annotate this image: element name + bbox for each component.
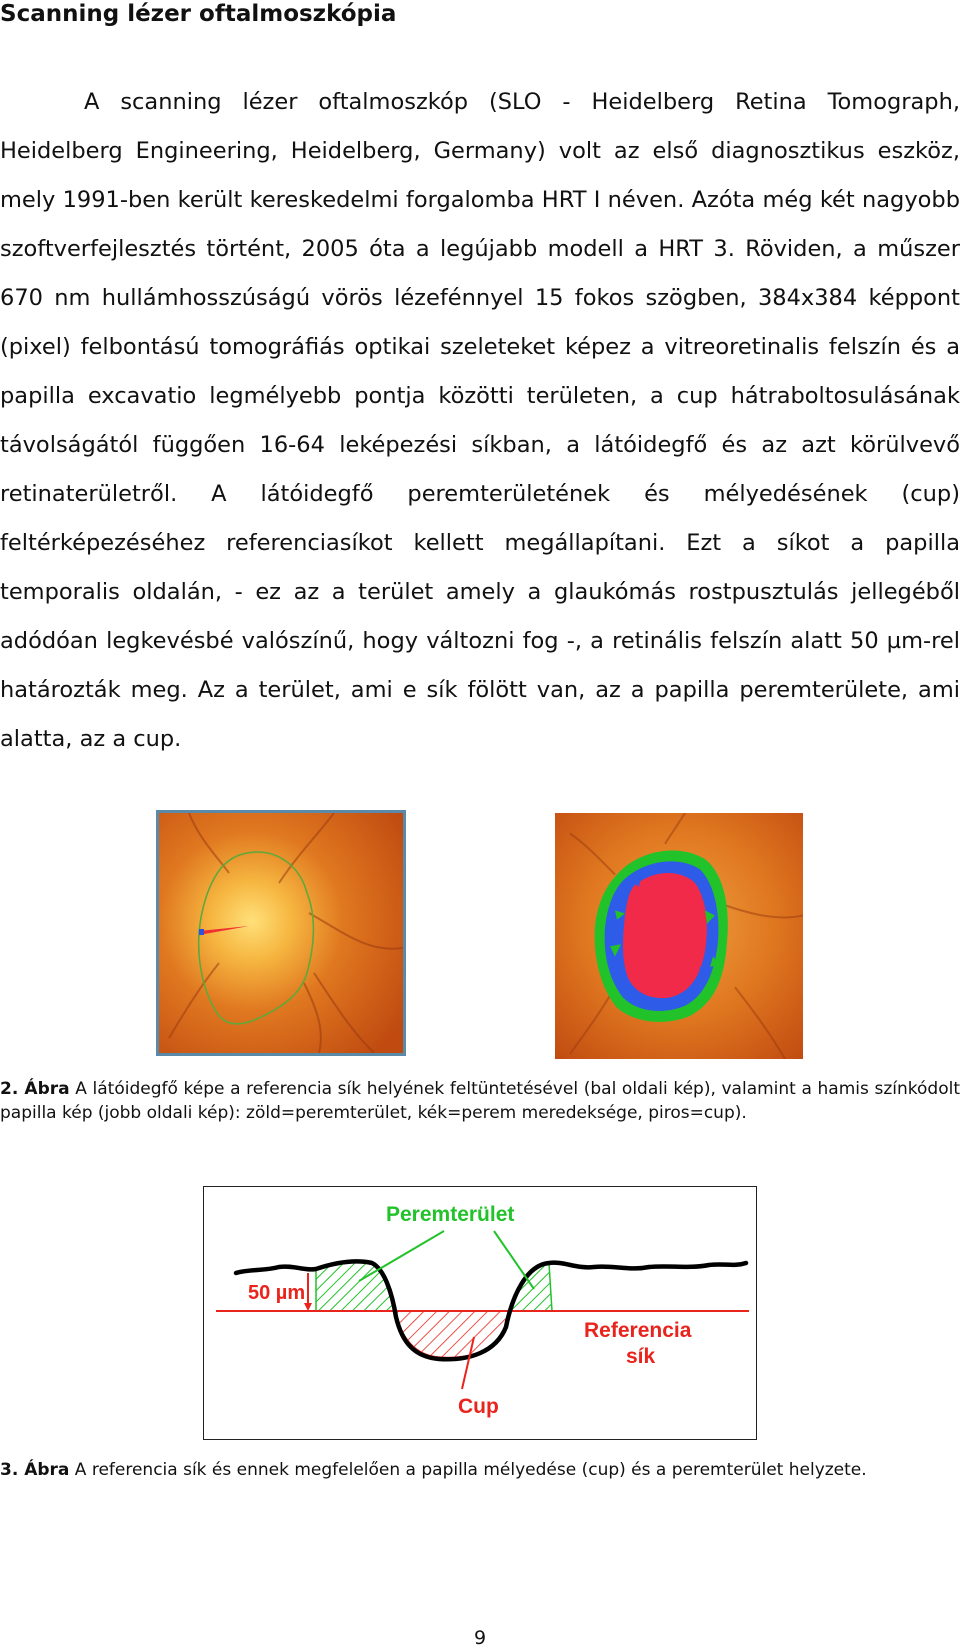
figure-3-caption bbox=[0, 1458, 960, 1482]
figure-2-caption bbox=[0, 1077, 960, 1125]
depth-label: 50 µm bbox=[248, 1282, 306, 1304]
page-number: 9 bbox=[473, 1627, 487, 1649]
fundus-image-left bbox=[156, 810, 406, 1056]
rim-label: Peremterület bbox=[386, 1203, 515, 1226]
rim-hatch-left bbox=[316, 1261, 394, 1311]
cup-label: Cup bbox=[458, 1395, 499, 1418]
reference-label-2: sík bbox=[626, 1345, 656, 1368]
rim-pointer-left bbox=[359, 1231, 444, 1281]
figure-3-caption-text: A referencia sík és ennek megfelelően a papilla mélyedése (cup) és a peremterület helyzete. bbox=[74, 1460, 867, 1480]
page-title: Scanning lézer oftalmoszkópia bbox=[0, 1, 397, 27]
figure-2-caption-text: A látóidegfő képe a referencia sík helyének feltüntetésével (bal oldali kép), valamint a hamis színkódolt papilla kép (jobb oldali kép): zöld=peremterület, kék=perem meredeksége, piros=cup). bbox=[0, 1079, 960, 1123]
figure-2-number: 2. Ábra bbox=[0, 1079, 70, 1099]
reference-label-1: Referencia bbox=[584, 1319, 692, 1342]
cup-area-red bbox=[623, 873, 707, 998]
figure-2-images bbox=[0, 810, 960, 1060]
body-paragraph: A scanning lézer oftalmoszkóp (SLO - Heidelberg Retina Tomograph, Heidelberg Engineering, Heidelberg, Germany) volt az első diagnosztikus eszköz, mely 1991-ben került kereskedelmi forgalomba HRT I néven. Azóta még két nagyobb szoftverfejlesztés történt, 2005 óta a legújabb modell a HRT 3. Röviden, a műszer 670 nm hullámhosszúságú vörös lézefénnyel 15 fokos szögben, 384x384 képpont (pixel) felbontású tomográfiás optikai szeleteket képez a vitreoretinalis felszín és a papilla excavatio legmélyebb pontja közötti területen, a cup hátraboltosulásának távolságától függően 16-64 leképezési síkban, a látóidegfő és az azt körülvevő retinaterületről. A látóidegfő peremterületének és mélyedésének (cup) feltérképezéséhez referenciasíkot kellett megállapítani. Ezt a síkot a papilla temporalis oldalán, - ez az a terület amely a glaukómás rostpusztulás jellegéből adódóan legkevésbé valószínű, hogy változni fog -, a retinális felszín alatt 50 µm-rel határozták meg. Az a terület, ami e sík fölött van, az a papilla peremterülete, ami alatta, az a cup. bbox=[0, 89, 960, 752]
figure-3-number: 3. Ábra bbox=[0, 1460, 70, 1480]
reference-plane-svg bbox=[204, 1187, 755, 1438]
color-coded-disc-image bbox=[555, 813, 803, 1059]
reference-plane-diagram bbox=[203, 1186, 757, 1440]
rim-pointer-right bbox=[494, 1231, 534, 1289]
